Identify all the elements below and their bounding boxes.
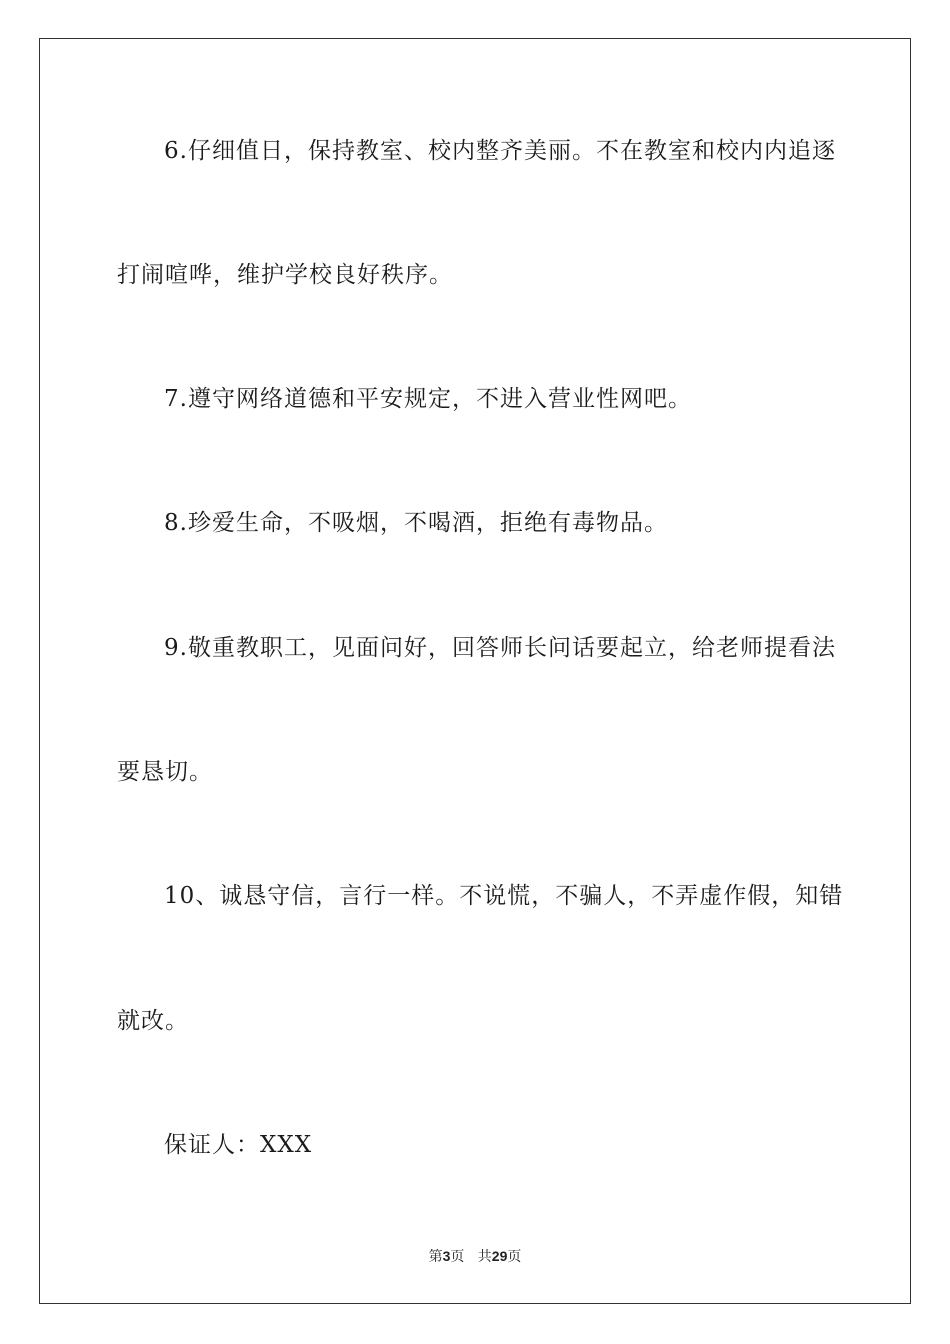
page-suffix: 页 bbox=[450, 1249, 465, 1265]
total-pages: 29 bbox=[491, 1248, 508, 1264]
page-footer bbox=[0, 1247, 950, 1266]
page-prefix: 第 bbox=[428, 1249, 443, 1265]
item-9-line-2: 要恳切。 bbox=[117, 759, 213, 785]
page-number: 3 bbox=[442, 1248, 451, 1264]
item-9-line-1: 9.敬重教职工，见面问好，回答师长问话要起立，给老师提看法 bbox=[164, 635, 836, 661]
item-6-line-1: 6.仔细值日，保持教室、校内整齐美丽。不在教室和校内内追逐 bbox=[164, 138, 836, 164]
guarantor-line: 保证人：XXX bbox=[164, 1132, 313, 1158]
item-10-line-1: 10、诚恳守信，言行一样。不说慌，不骗人，不弄虚作假，知错 bbox=[164, 883, 844, 909]
total-suffix: 页 bbox=[507, 1249, 522, 1265]
total-prefix: 共 bbox=[477, 1249, 492, 1265]
page-border bbox=[39, 38, 911, 1304]
item-8-line: 8.珍爱生命，不吸烟，不喝酒，拒绝有毒物品。 bbox=[164, 510, 668, 536]
item-6-line-2: 打闹喧哗，维护学校良好秩序。 bbox=[117, 262, 453, 288]
item-10-line-2: 就改。 bbox=[117, 1008, 189, 1034]
item-7-line: 7.遵守网络道德和平安规定，不进入营业性网吧。 bbox=[164, 386, 692, 412]
